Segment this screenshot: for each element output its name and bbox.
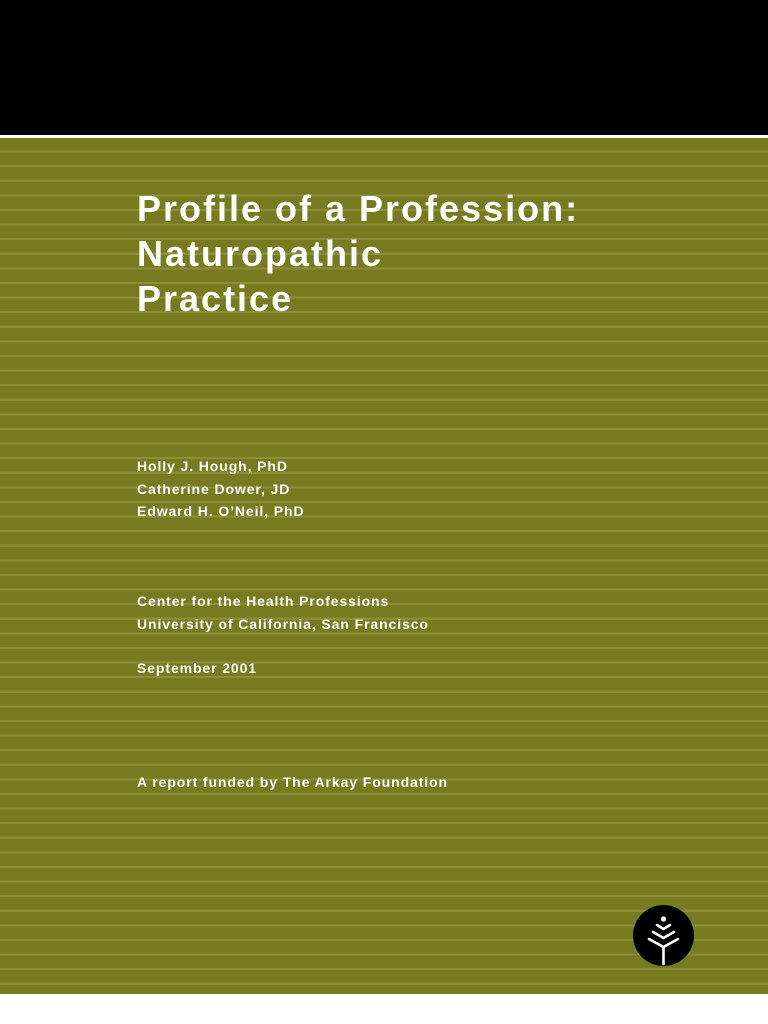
institution-line: Center for the Health Professions bbox=[137, 593, 390, 609]
title-line: Practice bbox=[137, 278, 294, 319]
top-black-band bbox=[0, 0, 768, 135]
author-name: Holly J. Hough, PhD bbox=[137, 458, 288, 474]
institution-block bbox=[137, 590, 429, 635]
tree-emblem-icon bbox=[633, 905, 694, 966]
title-line: Naturopathic bbox=[137, 233, 384, 274]
title-line: Profile of a Profession: bbox=[137, 188, 580, 229]
author-name: Catherine Dower, JD bbox=[137, 480, 291, 497]
publication-date: September 2001 bbox=[137, 660, 257, 676]
author-name: Edward H. O’Neil, PhD bbox=[137, 503, 305, 519]
funding-note: A report funded by The Arkay Foundation bbox=[137, 774, 448, 790]
author-list bbox=[137, 455, 304, 523]
institution-line: University of California, San Francisco bbox=[137, 615, 429, 632]
report-title bbox=[137, 186, 579, 321]
